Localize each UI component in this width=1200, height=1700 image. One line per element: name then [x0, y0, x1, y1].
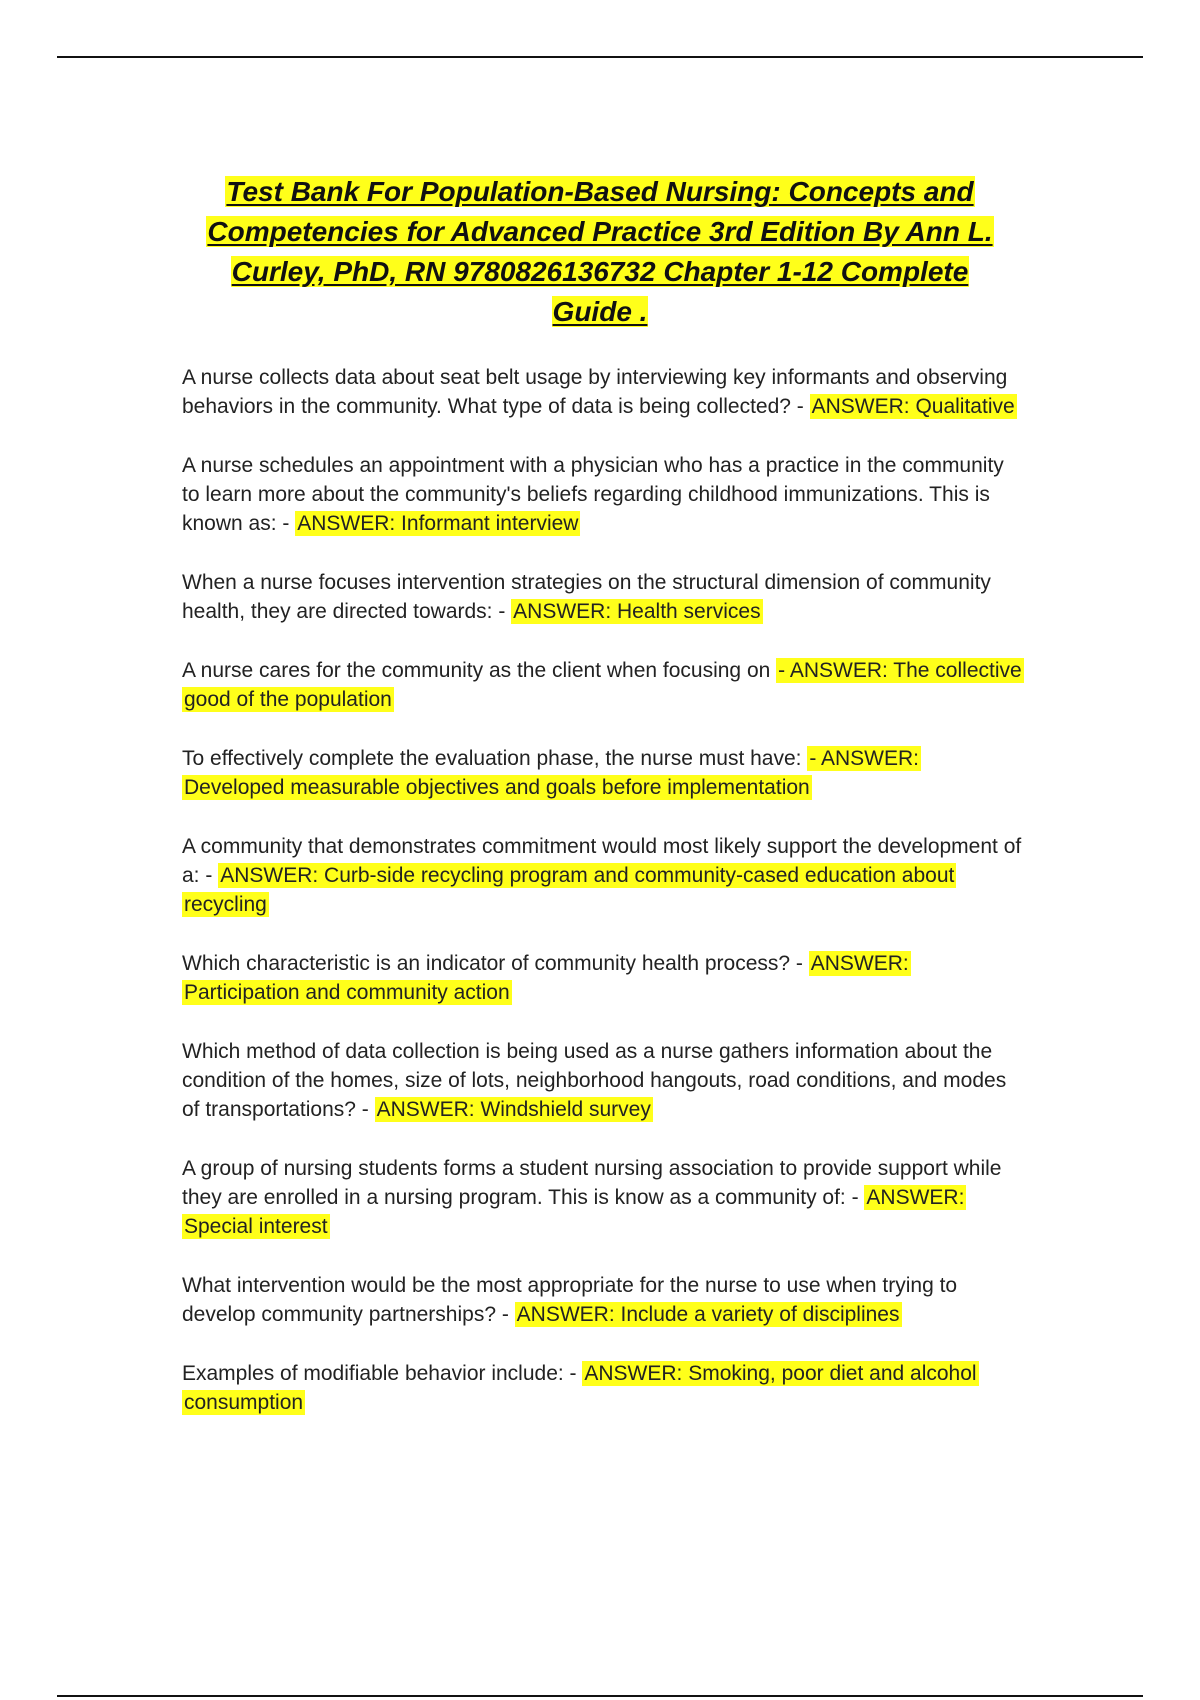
question-text: A nurse cares for the community as the client when focusing on	[182, 659, 777, 682]
question-text: Which characteristic is an indicator of community health process? -	[182, 952, 809, 975]
footer-rule	[57, 1695, 1143, 1697]
header-rule	[57, 56, 1143, 58]
question-text: To effectively complete the evaluation phase, the nurse must have:	[182, 747, 808, 770]
document-title-text: Test Bank For Population-Based Nursing: Concepts and Competencies for Advanced Practice 3rd Edition By Ann L. Curley, PhD, RN 9780826136732 Chapter 1-12 Complete Guide .	[207, 176, 993, 327]
answer-text: ANSWER: Health services	[513, 600, 761, 623]
question-text: A community that demonstrates commitment would most likely support the development of a: -	[182, 835, 1022, 887]
question-item-6	[182, 832, 1022, 919]
question-item-8	[182, 1037, 1022, 1124]
question-item-1	[182, 363, 1022, 421]
answer-text: ANSWER: Windshield survey	[376, 1098, 651, 1121]
answer-text: - ANSWER: The collective good of the population	[184, 659, 1022, 711]
question-text: A group of nursing students forms a student nursing association to provide support while they are enrolled in a nursing program. This is know as a community of: -	[182, 1157, 1002, 1209]
question-text: A nurse collects data about seat belt usage by interviewing key informants and observing behaviors in the community. What type of data is being collected? -	[182, 366, 1008, 418]
question-item-3	[182, 568, 1022, 626]
answer-text: ANSWER: Informant interview	[297, 512, 579, 535]
question-item-11	[182, 1359, 1022, 1417]
question-item-9	[182, 1154, 1022, 1241]
answer-text: ANSWER: Smoking, poor diet and alcohol consumption	[184, 1362, 977, 1414]
question-text: Which method of data collection is being used as a nurse gathers information about the condition of the homes, size of lots, neighborhood hangouts, road conditions, and modes of transportations? -	[182, 1040, 1007, 1121]
question-item-4	[182, 656, 1022, 714]
document-title	[200, 172, 1000, 332]
question-text: A nurse schedules an appointment with a physician who has a practice in the community to learn more about the community's beliefs regarding childhood immunizations. This is known as: -	[182, 454, 1004, 535]
question-item-2	[182, 451, 1022, 538]
question-item-5	[182, 744, 1022, 802]
answer-text: ANSWER: Curb-side recycling program and community-cased education about recycling	[184, 864, 955, 916]
answer-text: ANSWER: Special interest	[184, 1186, 965, 1238]
question-item-7	[182, 949, 1022, 1007]
answer-text: ANSWER: Qualitative	[811, 395, 1015, 418]
answer-text: ANSWER: Include a variety of disciplines	[516, 1303, 900, 1326]
answer-text: - ANSWER: Developed measurable objectives and goals before implementation	[184, 747, 920, 799]
question-item-10	[182, 1271, 1022, 1329]
question-list	[182, 363, 1022, 1447]
question-text: When a nurse focuses intervention strategies on the structural dimension of community health, they are directed towards: -	[182, 571, 991, 623]
answer-text: ANSWER: Participation and community action	[184, 952, 909, 1004]
question-text: Examples of modifiable behavior include: -	[182, 1362, 583, 1385]
question-text: What intervention would be the most appropriate for the nurse to use when trying to develop community partnerships? -	[182, 1274, 958, 1326]
